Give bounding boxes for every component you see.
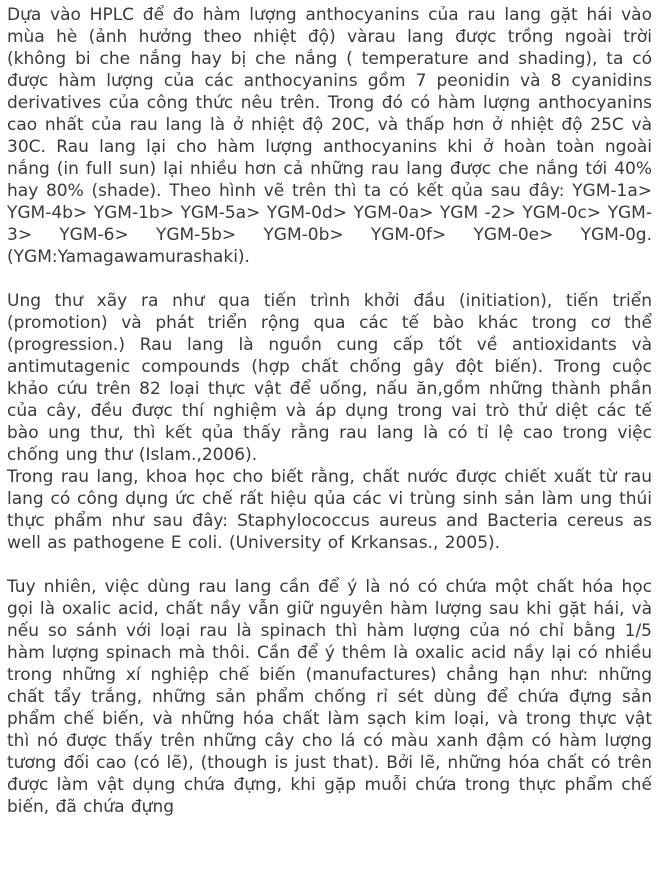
paragraph-cancer-research: Ung thư xãy ra như qua tiến trình khởi đầu (initiation), tiến triển (promotion) và phát triển rộng qua các tế bào khác trong cơ thể (progression.) Rau lang là nguồn cung cấp tốt về antioxidants và antimutagenic compounds (hợp chất chống gây đột biến). Trong cuộc khảo cứu trên 82 loại thực vật để uống, nấu ăn,gồm những thành phần của cây, đều được thí nghiệm và áp dụng trong vai trò thử diệt các tế bào ung thư, thì kết qủa thấy rằng rau lang là có tỉ lệ cao trong việc chống ung thư (Islam.,2006). bbox=[7, 291, 652, 465]
paragraph-hplc-anthocyanins: Dựa vào HPLC để đo hàm lượng anthocyanins của rau lang gặt hái vào mùa hè (ảnh hưởng theo nhiệt độ) vàrau lang được trồng ngoài trời (không bi che nắng hay bị che nắng ( temperature and shading), ta có được hàm lượng của các anthocyanins gồm 7 peonidin và 8 cyanidins derivatives của công thức nêu trên. Trong đó có hàm lượng anthocyanins cao nhất của rau lang là ở nhiệt độ 20C, và thấp hơn ở nhiệt độ 25C và 30C. Rau lang lại cho hàm lượng anthocyanins khi ở hoàn toàn ngoài nắng (in full sun) lại nhiều hơn cả những rau lang được che nắng tới 40% hay 80% (shade). Theo hình vẽ trên thì ta có kết qủa sau đây: YGM-1a> YGM-4b> YGM-1b> YGM-5a> YGM-0d> YGM-0a> YGM -2> YGM-0c> YGM-3> YGM-6> YGM-5b> YGM-0b> YGM-0f> YGM-0e> YGM-0g. (YGM:Yamagawamurashaki). bbox=[7, 5, 652, 267]
paragraph-antibacterial-extract: Trong rau lang, khoa học cho biết rằng, chất nước được chiết xuất từ rau lang có công dụng ức chế rất hiệu qủa các vi trùng sinh sản làm ung thúi thực phẩm như sau đây: Staphylococcus aureus and Bacteria cereus as well as pathogene E coli. (University of Krkansas., 2005). bbox=[7, 467, 652, 553]
paragraph-oxalic-acid-warning: Tuy nhiên, việc dùng rau lang cần để ý là nó có chứa một chất hóa học gọi là oxalic acid, chất nầy vẫn giữ nguyên hàm lượng sau khi gặt hái, và nếu so sánh với loại rau là spinach thì hàm lượng của nó chỉ bằng 1/5 hàm lượng spinach mà thôi. Cần để ý thêm là oxalic acid nầy lại có nhiều trong những xí nghiệp chế biến (manufactures) chẳng hạn như: những chất tẩy trắng, những sản phẩm chống rỉ sét dùng để chứa đựng sản phẩm chế biến, và những hóa chất làm sạch kim loại, và trong thực vật thì nó được thấy trên những cây cho lá có màu xanh đậm có hàm lượng tương đối cao (có lẽ), (though is just that). Bởi lẽ, những hóa chất có trên được làm vật dụng chứa đựng, khi gặp muỗi chứa trong thực phẩm chế biến, đã chứa đựng bbox=[7, 577, 652, 817]
